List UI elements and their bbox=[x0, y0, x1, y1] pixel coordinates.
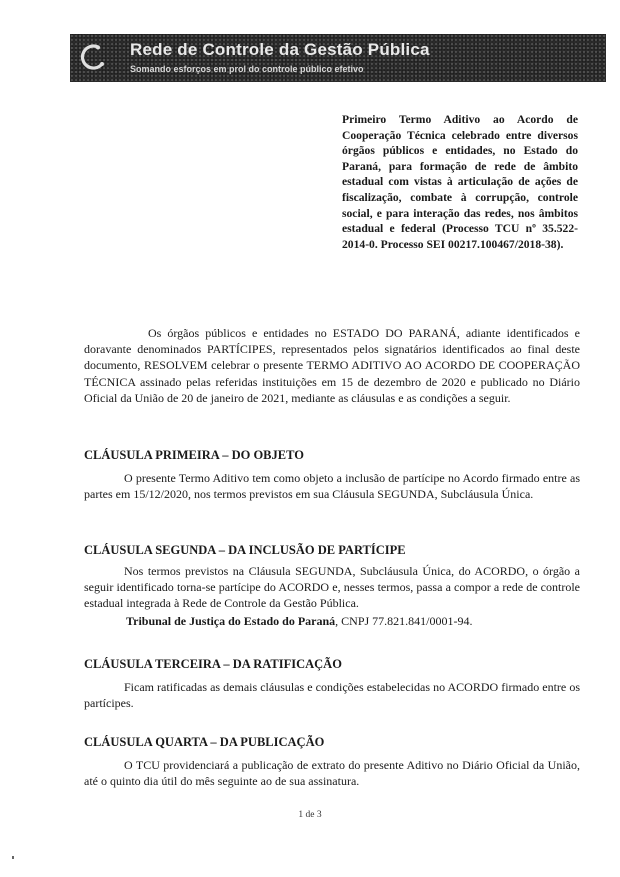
banner-subtitle: Somando esforços em prol do controle público efetivo bbox=[130, 64, 364, 74]
clause-3-text: Ficam ratificadas as demais cláusulas e condições estabelecidas no ACORDO firmado entre os partícipes. bbox=[84, 680, 580, 711]
clause-4-text: O TCU providenciará a publicação de extrato do presente Aditivo no Diário Oficial da União, até o quinto dia útil do mês seguinte ao de sua assinatura. bbox=[84, 758, 580, 789]
network-arc-icon bbox=[80, 44, 106, 70]
entity-cnpj: , CNPJ 77.821.841/0001-94. bbox=[335, 614, 473, 628]
clause-2-title: CLÁUSULA SEGUNDA – DA INCLUSÃO DE PARTÍCIPE bbox=[84, 543, 406, 557]
scan-mark bbox=[12, 856, 14, 859]
clause-4-title: CLÁUSULA QUARTA – DA PUBLICAÇÃO bbox=[84, 735, 325, 749]
ementa-summary: Primeiro Termo Aditivo ao Acordo de Cooperação Técnica celebrado entre diversos órgãos públicos e entidades, no Estado do Paraná, para formação de rede de âmbito estadual com vistas à articulação de ações de fiscalização, combate à corrupção, controle social, e para interação das redes, nos âmbitos estadual e federal (Processo TCU nº 35.522-2014-0. Processo SEI 00217.100467/2018-38). bbox=[342, 113, 578, 251]
header-banner bbox=[70, 34, 606, 82]
clause-2-entity bbox=[126, 614, 580, 629]
clause-3-title: CLÁUSULA TERCEIRA – DA RATIFICAÇÃO bbox=[84, 657, 342, 671]
entity-name: Tribunal de Justiça do Estado do Paraná bbox=[126, 614, 336, 628]
clause-2-text: Nos termos previstos na Cláusula SEGUNDA, Subcláusula Única, do ACORDO, o órgão a seguir identificado torna-se partícipe do ACORDO e, nesses termos, passa a compor a rede de controle estadual integrada à Rede de Controle da Gestão Pública. bbox=[84, 564, 580, 611]
intro-paragraph: Os órgãos públicos e entidades no ESTADO DO PARANÁ, adiante identificados e doravante denominados PARTÍCIPES, representados pelos signatários identificados ao final deste documento, RESOLVEM celebrar o presente TERMO ADITIVO AO ACORDO DE COOPERAÇÃO TÉCNICA assinado pelas referidas instituições em 15 de dezembro de 2020 e publicado no Diário Oficial da União de 20 de janeiro de 2021, mediante as cláusulas e as condições a seguir. bbox=[84, 326, 580, 405]
page-number: 1 de 3 bbox=[298, 810, 322, 820]
banner-title: Rede de Controle da Gestão Pública bbox=[130, 40, 430, 59]
clause-1-text: O presente Termo Aditivo tem como objeto a inclusão de partícipe no Acordo firmado entre as partes em 15/12/2020, nos termos previstos em sua Cláusula SEGUNDA, Subcláusula Única. bbox=[84, 471, 580, 502]
clause-1-title: CLÁUSULA PRIMEIRA – DO OBJETO bbox=[84, 448, 304, 462]
